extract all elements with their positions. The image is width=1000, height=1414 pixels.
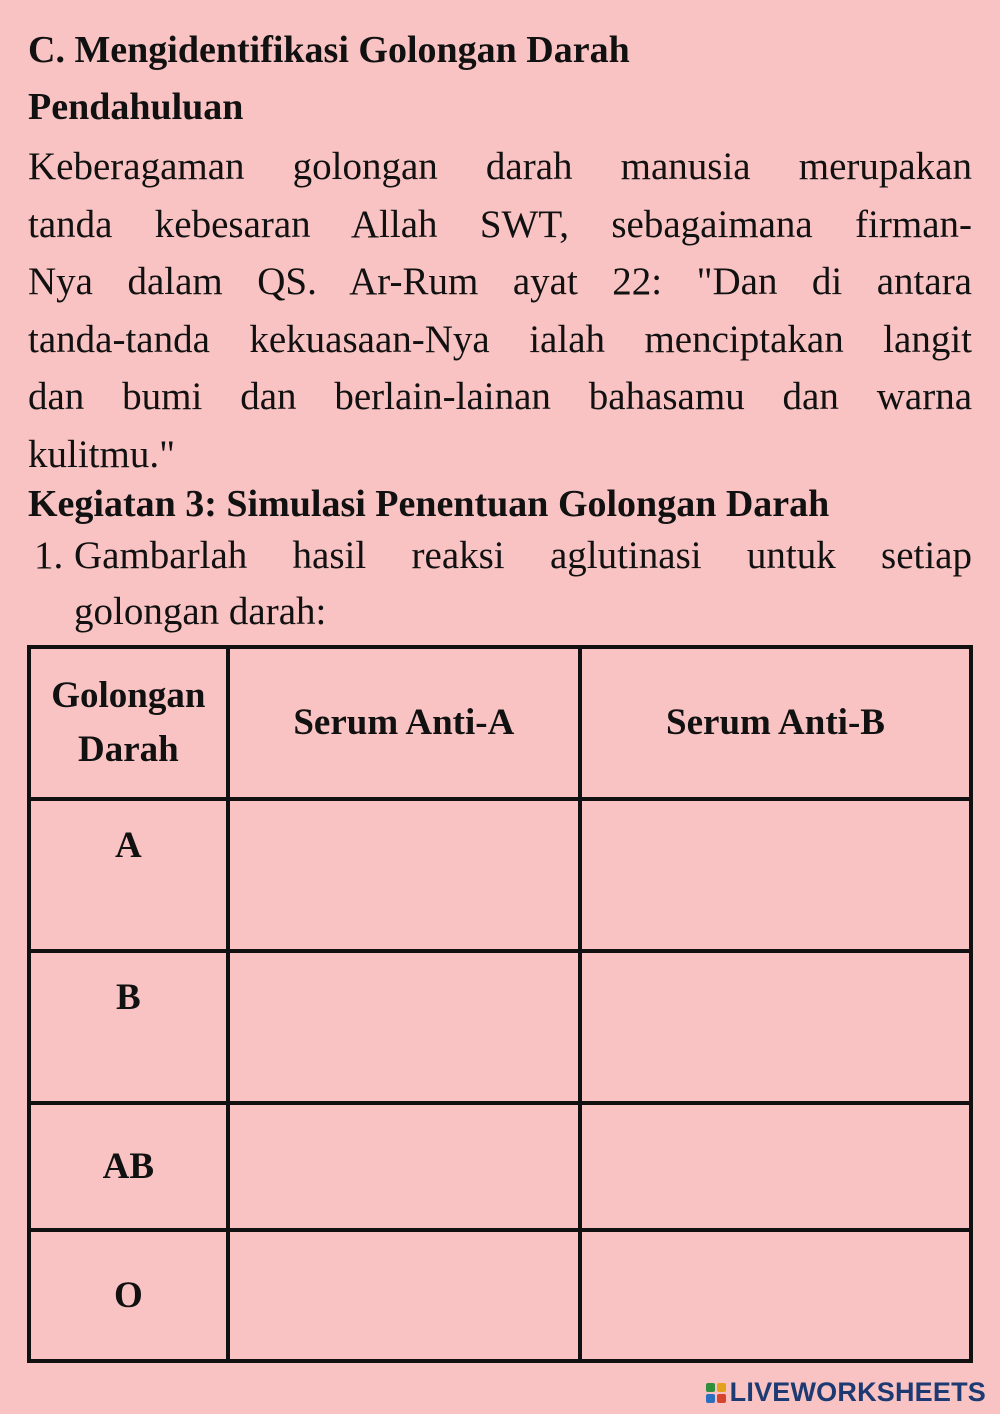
intro-line: dan bumi dan berlain-lainan bahasamu dan warna xyxy=(28,375,972,418)
drawing-cell-b-anti-a[interactable] xyxy=(228,951,580,1103)
intro-line: tanda-tanda kekuasaan-Nya ialah menciptakan langit xyxy=(28,317,972,361)
logo-text: LIVEWORKSHEETS xyxy=(729,1377,986,1407)
header-blood-type-line: Darah xyxy=(77,729,179,770)
section-title: C. Mengidentifikasi Golongan Darah xyxy=(28,29,630,71)
intro-heading: Pendahuluan xyxy=(28,86,244,128)
drawing-cell-ab-anti-a[interactable] xyxy=(228,1103,580,1230)
table-row xyxy=(29,951,971,1103)
row-label-o xyxy=(29,1230,228,1361)
table-row xyxy=(29,799,971,951)
drawing-cell-b-anti-b[interactable] xyxy=(580,951,971,1103)
intro-line: kulitmu." xyxy=(28,432,176,476)
drawing-cell-o-anti-a[interactable] xyxy=(228,1230,580,1361)
table-row xyxy=(29,1230,971,1361)
logo-icon xyxy=(706,1383,726,1403)
drawing-cell-ab-anti-b[interactable] xyxy=(580,1103,971,1230)
row-label-b xyxy=(29,951,228,1103)
instruction-line: Gambarlah hasil reaksi aglutinasi untuk setiap xyxy=(74,534,972,577)
header-blood-type-line: Golongan xyxy=(51,675,206,716)
blood-type-table xyxy=(27,645,973,1363)
liveworksheets-logo xyxy=(706,1377,986,1408)
row-label-text: O xyxy=(113,1275,143,1316)
header-blood-type xyxy=(29,647,228,799)
activity-heading: Kegiatan 3: Simulasi Penentuan Golongan Darah xyxy=(28,483,830,525)
drawing-cell-a-anti-b[interactable] xyxy=(580,799,971,951)
drawing-cell-o-anti-b[interactable] xyxy=(580,1230,971,1361)
row-label-a xyxy=(29,799,228,951)
header-anti-a: Serum Anti-A xyxy=(228,647,580,799)
intro-line: Nya dalam QS. Ar-Rum ayat 22: "Dan di antara xyxy=(28,260,972,303)
row-label-text: B xyxy=(116,977,141,1018)
row-label-text: A xyxy=(114,825,142,866)
header-anti-b: Serum Anti-B xyxy=(580,647,971,799)
instruction-line: golongan darah: xyxy=(74,590,327,633)
intro-line: tanda kebesaran Allah SWT, sebagaimana firman- xyxy=(28,202,972,246)
row-label-text: AB xyxy=(102,1146,155,1187)
intro-paragraph xyxy=(28,138,972,483)
intro-line: Keberagaman golongan darah manusia merupakan xyxy=(28,145,972,188)
table-row xyxy=(29,1103,971,1230)
row-label-ab xyxy=(29,1103,228,1230)
instruction-number: 1. xyxy=(34,534,64,577)
drawing-cell-a-anti-a[interactable] xyxy=(228,799,580,951)
instruction-item xyxy=(34,528,972,640)
